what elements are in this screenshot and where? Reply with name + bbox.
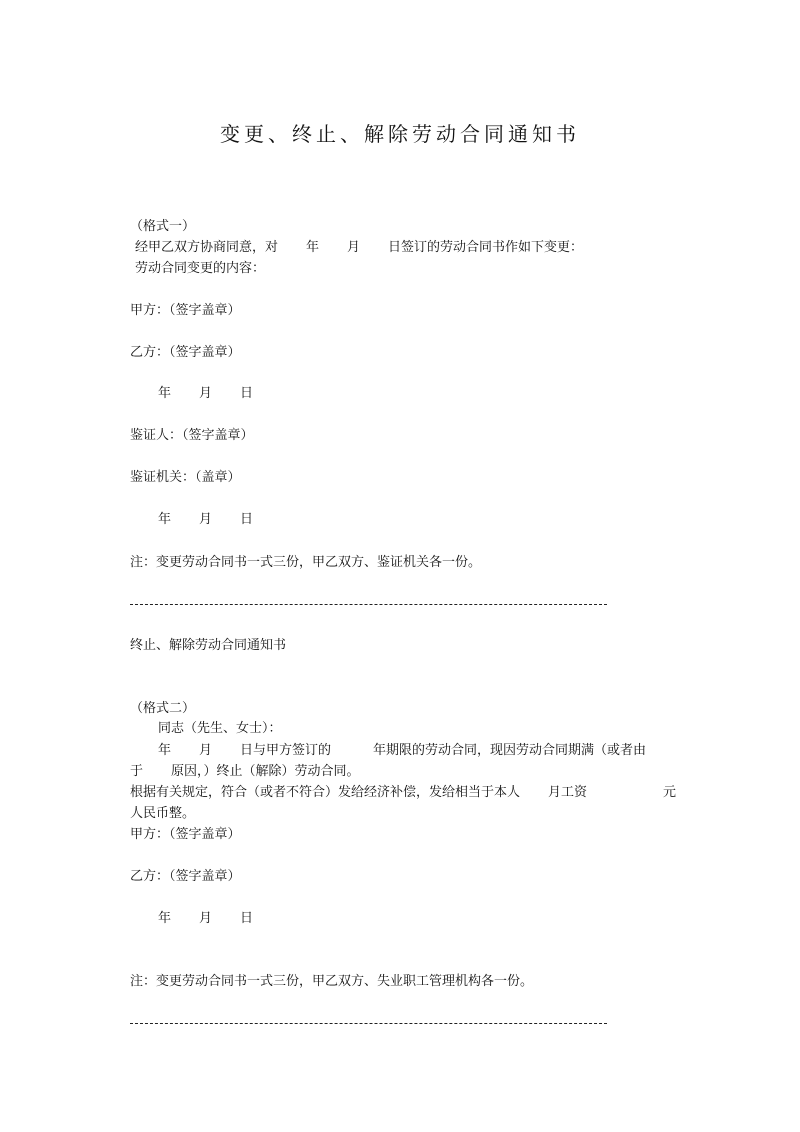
format-one-label: （格式一） — [130, 219, 196, 234]
term-year: 年 — [158, 743, 172, 758]
party-a-signature-two: 甲方：（签字盖章） — [130, 827, 241, 842]
date-line-two — [158, 512, 253, 528]
dashed-divider — [130, 604, 607, 605]
date-month: 月 — [199, 386, 213, 401]
date-year: 年 — [158, 386, 172, 401]
date-year: 年 — [158, 512, 172, 527]
intro-text-a: 经甲乙双方协商同意，对 — [135, 240, 279, 255]
section-one-note: 注：变更劳动合同书一式三份，甲乙双方、鉴证机关各一份。 — [130, 555, 482, 570]
compensation-text-a: 根据有关规定，符合（或者不符合）发给经济补偿，发给相当于本人 — [130, 785, 521, 800]
date-year: 年 — [158, 911, 172, 926]
party-b-signature: 乙方：（签字盖章） — [130, 345, 241, 360]
date-day: 日 — [240, 512, 254, 527]
change-content-label: 劳动合同变更的内容： — [135, 261, 266, 276]
date-month: 月 — [199, 911, 213, 926]
intro-year: 年 — [306, 240, 320, 255]
party-b-signature-two: 乙方：（签字盖章） — [130, 869, 241, 884]
term-text-a: 日与甲方签订的 — [240, 743, 332, 758]
intro-text-b: 日签订的劳动合同书作如下变更： — [388, 240, 584, 255]
witness-signature: 鉴证人：（签字盖章） — [130, 428, 254, 443]
compensation-unit: 元 — [663, 785, 677, 800]
dashed-divider — [130, 1023, 607, 1024]
term-reason-b: 原因，）终止（解除）劳动合同。 — [171, 764, 360, 779]
document-title: 变更、终止、解除劳动合同通知书 — [220, 122, 580, 146]
date-line-three — [158, 911, 253, 927]
term-reason-a: 于 — [130, 764, 144, 779]
witness-org-seal: 鉴证机关：（盖章） — [130, 470, 241, 485]
compensation-text-b: 月工资 — [548, 785, 588, 800]
party-a-signature: 甲方：（签字盖章） — [130, 303, 241, 318]
date-day: 日 — [240, 911, 254, 926]
termination-line-two — [130, 764, 360, 780]
term-month: 月 — [199, 743, 213, 758]
section-two-heading: 终止、解除劳动合同通知书 — [130, 638, 287, 653]
currency-line: 人民币整。 — [130, 806, 196, 821]
date-month: 月 — [199, 512, 213, 527]
termination-line-one — [158, 743, 646, 759]
date-day: 日 — [240, 386, 254, 401]
addressee-line: 同志（先生、女士）： — [158, 721, 282, 736]
section-two-note: 注：变更劳动合同书一式三份，甲乙双方、失业职工管理机构各一份。 — [130, 974, 534, 989]
date-line-one — [158, 386, 253, 402]
compensation-line — [130, 785, 587, 801]
term-text-b: 年期限的劳动合同，现因劳动合同期满（或者由 — [373, 743, 647, 758]
intro-month: 月 — [347, 240, 361, 255]
format-two-label: （格式二） — [130, 701, 196, 716]
change-intro-line — [135, 240, 583, 256]
